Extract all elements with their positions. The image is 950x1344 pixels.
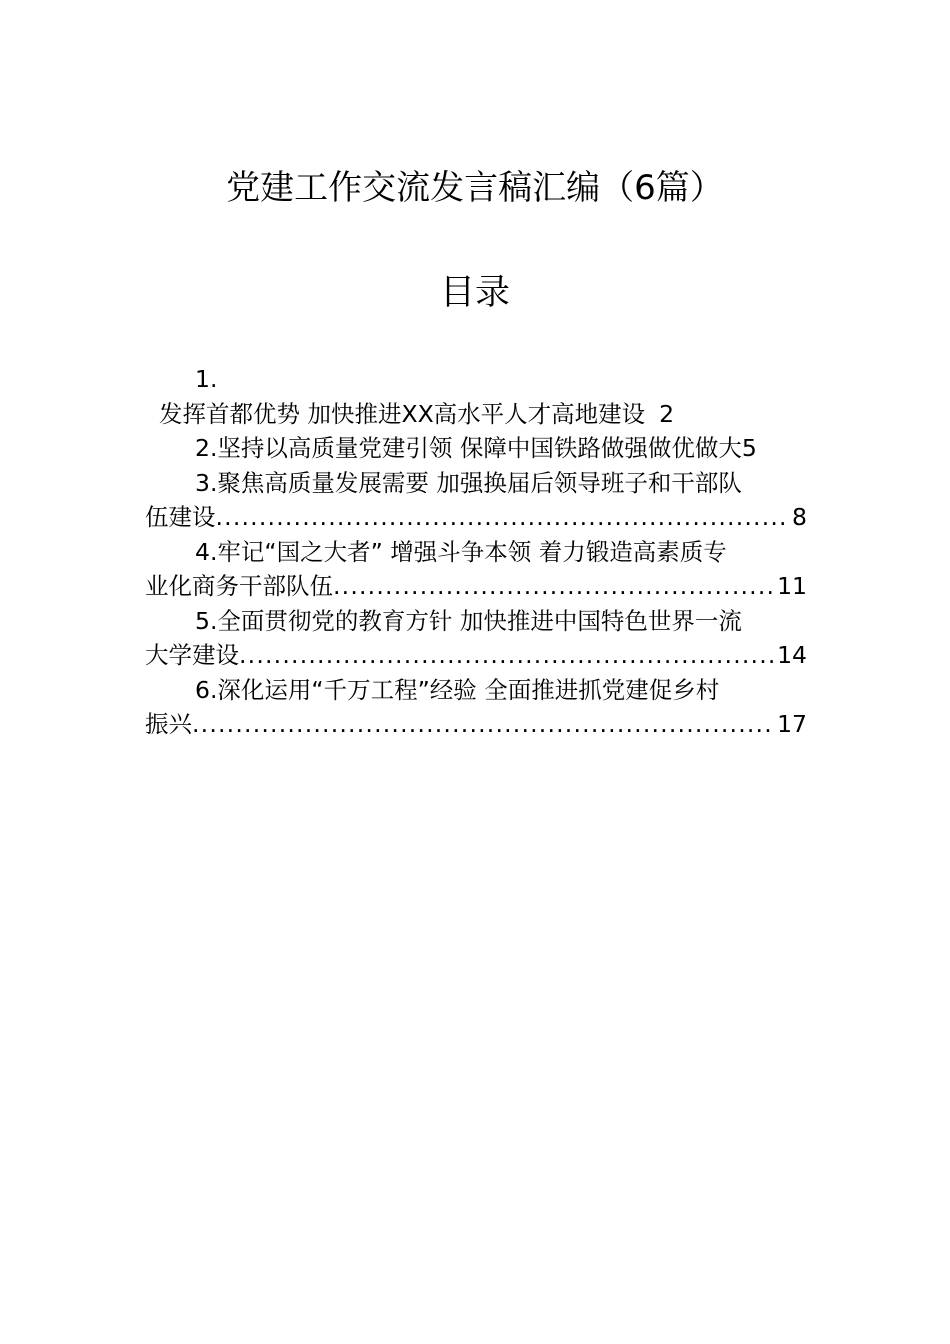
toc-entry-leader-line: [145, 569, 807, 604]
toc-entry-title-line: 2.坚持以高质量党建引领 保障中国铁路做强做优做大5: [195, 434, 757, 462]
dot-leader: [333, 569, 775, 604]
toc-entry-6[interactable]: [145, 673, 807, 742]
toc-entry-title-line: 4.牢记“国之大者” 增强斗争本领 着力锻造高素质专: [195, 537, 727, 566]
toc-entry-page: 14: [777, 641, 807, 669]
toc-entry-leader-line: [145, 638, 807, 673]
toc-entry-title-continued: 大学建设: [145, 641, 239, 669]
toc-entry-title-line: [145, 397, 807, 432]
dot-leader: [192, 707, 775, 742]
toc-entry-page: 11: [777, 572, 807, 600]
dot-leader: [239, 638, 775, 673]
toc-entry-title-continued: 振兴: [145, 710, 192, 738]
toc-entry-leader-line: [145, 707, 807, 742]
toc-entry-2[interactable]: [145, 431, 807, 466]
toc-entry-5[interactable]: [145, 604, 807, 673]
toc-entry-4[interactable]: [145, 535, 807, 604]
toc-entry-1[interactable]: [145, 362, 807, 431]
toc-entry-page: 17: [777, 710, 807, 738]
document-title: 党建工作交流发言稿汇编（6篇）: [226, 168, 724, 208]
toc-entry-number: 1.: [195, 365, 218, 393]
toc-entry-title-continued: 伍建设: [145, 503, 216, 531]
toc-entry-3[interactable]: [145, 466, 807, 535]
toc-entry-page: 2: [659, 399, 675, 428]
dot-leader: [216, 500, 791, 535]
toc-heading: 目录: [439, 273, 510, 313]
toc-entry-leader-line: [145, 500, 807, 535]
toc-entry-title-line: 5.全面贯彻党的教育方针 加快推进中国特色世界一流: [195, 606, 742, 635]
table-of-contents: [145, 362, 807, 742]
toc-entry-page: 8: [792, 503, 807, 531]
toc-entry-title-line: 3.聚焦高质量发展需要 加强换届后领导班子和干部队: [195, 468, 742, 497]
toc-entry-title-continued: 业化商务干部队伍: [145, 572, 333, 600]
toc-entry-title: 发挥首都优势 加快推进XX高水平人才高地建设: [159, 399, 646, 428]
toc-entry-title-line: 6.深化运用“千万工程”经验 全面推进抓党建促乡村: [195, 675, 720, 704]
